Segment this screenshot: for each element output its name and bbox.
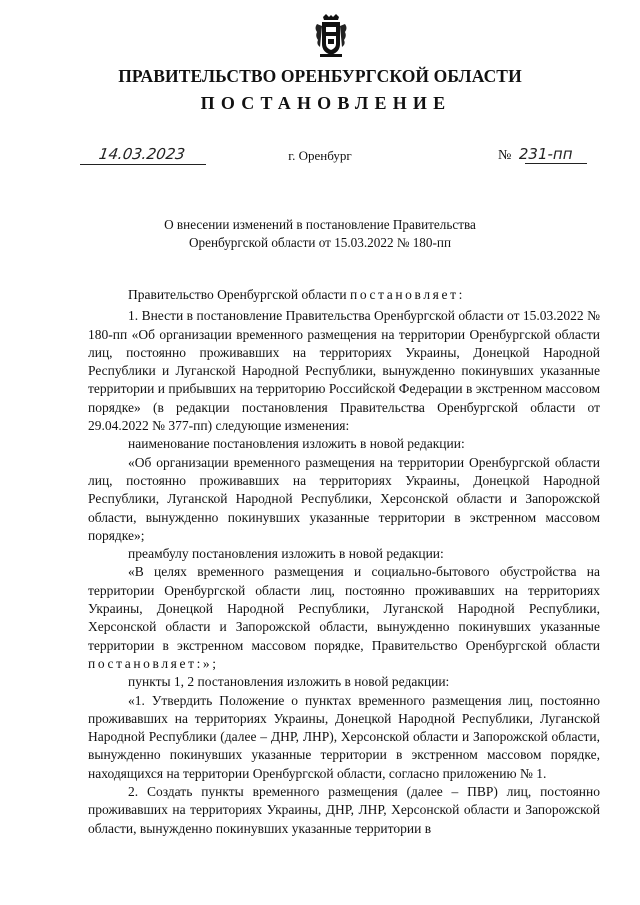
document-subject	[0, 216, 640, 252]
paragraph-3: «Об организации временного размещения на территории Оренбургской области лиц, постоянно проживавших на территориях Украины, Донецкой Народной Республики, Луганской Народной Республики, Херсонской области и Запорожской области, вынужденно покинувших указанные территории в экстренном массовом порядке»;	[88, 454, 600, 543]
paragraph-5-decree-word: постановляет:»;	[88, 655, 219, 671]
handwritten-date: 14.03.2023	[97, 145, 187, 163]
intro-paragraph	[88, 286, 600, 304]
government-title: ПРАВИТЕЛЬСТВО ОРЕНБУРГСКОЙ ОБЛАСТИ	[118, 66, 522, 86]
number-prefix: №	[498, 148, 512, 163]
coat-of-arms-emblem	[314, 14, 348, 58]
document-number	[498, 145, 573, 164]
document-body	[88, 286, 600, 838]
city-label: г. Оренбург	[288, 148, 352, 163]
subject-line-1: О внесении изменений в постановление Правительства	[164, 217, 476, 232]
intro-decree-word: постановляет:	[350, 287, 465, 302]
paragraph-1: 1. Внести в постановление Правительства Оренбургской области от 15.03.2022 № 180-пп «Об организации временного размещения на территории Оренбургской области лиц, постоянно проживавших на территориях Украины, Донецкой Народной Республики и Луганской Народной Республики, вынужденно покинувших указанные территории и прибывших на территорию Российской Федерации в экстренном массовом порядке» (в редакции постановления Правительства Оренбургской области от 29.04.2022 № 377-пп) следующие изменения:	[88, 308, 600, 434]
paragraph-7: «1. Утвердить Положение о пунктах временного размещения лиц, постоянно проживавших на территориях Украины, Донецкой Народной Республики, Луганской Народной Республики (далее – ДНР, ЛНР), Херсонской области и Запорожской области, вынужденно покинувших указанные территории в экстренном массовом порядке, находящихся на территории Оренбургской области, согласно приложению № 1.	[88, 692, 600, 781]
paragraph-5-text: «В целях временного размещения и социально-бытового обустройства на территории Оренбургской области лиц, постоянно проживавших на территориях Украины, Донецкой Народной Республики, Луганской Народной Республики, Херсонской области и Запорожской области, вынужденно покинувших указанные территории в экстренном массовом порядке, Правительство Оренбургской области	[88, 564, 600, 653]
paragraph-6: пункты 1, 2 постановления изложить в новой редакции:	[128, 674, 450, 690]
paragraph-5	[88, 563, 600, 673]
paragraph-4: преамбулу постановления изложить в новой редакции:	[128, 546, 444, 562]
subject-line-2: Оренбургской области от 15.03.2022 № 180-пп	[188, 235, 452, 250]
date-underline	[80, 164, 206, 165]
number-underline	[525, 163, 587, 164]
paragraph-8: 2. Создать пункты временного размещения (далее – ПВР) лиц, постоянно проживавших на территориях Украины, ДНР, ЛНР, Херсонской области и Запорожской области, вынужденно покинувших указанные территории в	[88, 784, 600, 836]
document-type-title: ПОСТАНОВЛЕНИЕ	[200, 93, 452, 113]
intro-text: Правительство Оренбургской области	[128, 287, 347, 302]
paragraph-2: наименование постановления изложить в новой редакции:	[128, 436, 465, 452]
handwritten-number: 231-пп	[518, 145, 573, 163]
